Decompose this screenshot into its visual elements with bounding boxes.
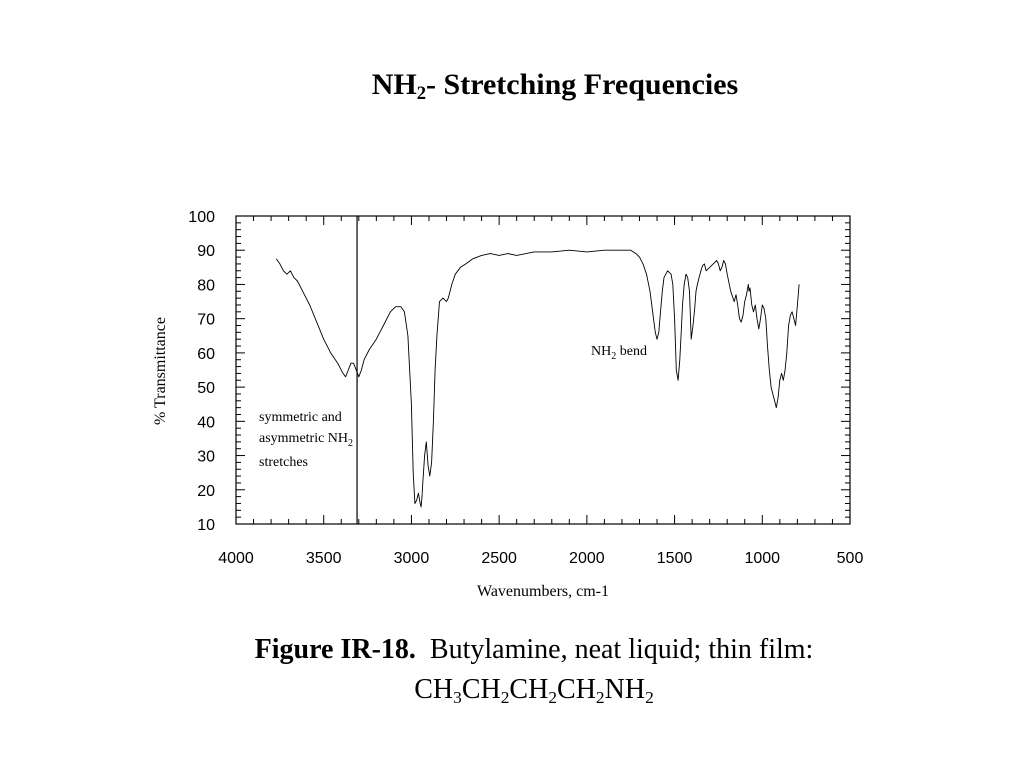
y-tick-label: 70 [197, 311, 215, 329]
annotation-bend-label [591, 344, 647, 362]
y-tick-label: 10 [197, 517, 215, 534]
formula-group: CH [509, 674, 549, 705]
x-tick-label: 1000 [744, 550, 781, 567]
formula-group: CH [461, 674, 501, 705]
x-tick-label: 2500 [481, 550, 517, 567]
formula-subscript: 2 [595, 687, 605, 707]
plot-frame [236, 216, 850, 524]
y-tick-label: 80 [197, 277, 215, 295]
y-tick-label: 50 [197, 380, 215, 398]
y-axis-title: % Transmittance [152, 317, 169, 425]
y-tick-label: 90 [197, 243, 215, 261]
annotation-stretch-nh: asymmetric NH [259, 431, 349, 446]
y-tick-label: 60 [197, 345, 215, 363]
y-tick-label: 100 [188, 209, 215, 226]
y-tick-label: 20 [197, 482, 215, 500]
formula-subscript: 2 [500, 687, 510, 707]
formula-subscript: 2 [548, 687, 558, 707]
caption-formula [0, 670, 1024, 710]
y-tick-label: 30 [197, 448, 215, 466]
y-tick-label: 40 [197, 414, 215, 432]
tick-labels [188, 209, 863, 567]
figure-label: Figure IR-18. [254, 634, 416, 665]
spectrum-line [276, 250, 799, 507]
annotation-bend-nh: NH [591, 344, 612, 359]
annotation-nh2-stretches [259, 410, 353, 470]
formula-subscript: 3 [453, 687, 462, 707]
x-tick-label: 3000 [393, 550, 430, 567]
annotation-bend-sub: 2 [611, 351, 617, 362]
caption-line1 [0, 630, 1024, 670]
annotation-stretch-sub: 2 [348, 438, 354, 449]
annotation-stretch-line3: stretches [259, 455, 308, 470]
slide-title-rest: - Stretching Frequencies [426, 68, 739, 101]
slide-title-subscript: 2 [416, 83, 427, 105]
slide-title-main: NH [371, 68, 417, 101]
annotation-nh2-bend [591, 344, 647, 362]
x-tick-label: 4000 [218, 550, 254, 567]
formula-group: CH [414, 674, 454, 705]
x-tick-label: 3500 [305, 550, 342, 567]
figure-caption [0, 630, 1024, 710]
tick-marks [236, 216, 850, 524]
annotation-stretch-line2 [259, 431, 353, 449]
annotation-stretch-line1: symmetric and [259, 410, 342, 425]
x-tick-label: 1500 [656, 550, 693, 567]
series-layer [276, 250, 799, 507]
formula-group: CH [557, 674, 596, 705]
x-tick-label: 500 [836, 550, 864, 567]
caption-description: Butylamine, neat liquid; thin film: [429, 634, 814, 665]
formula-subscript: 2 [645, 687, 654, 707]
x-axis-title: Wavenumbers, cm-1 [477, 583, 609, 600]
formula-group: NH [604, 674, 646, 705]
annotation-bend-rest: bend [616, 344, 647, 359]
x-tick-label: 2000 [569, 550, 605, 567]
